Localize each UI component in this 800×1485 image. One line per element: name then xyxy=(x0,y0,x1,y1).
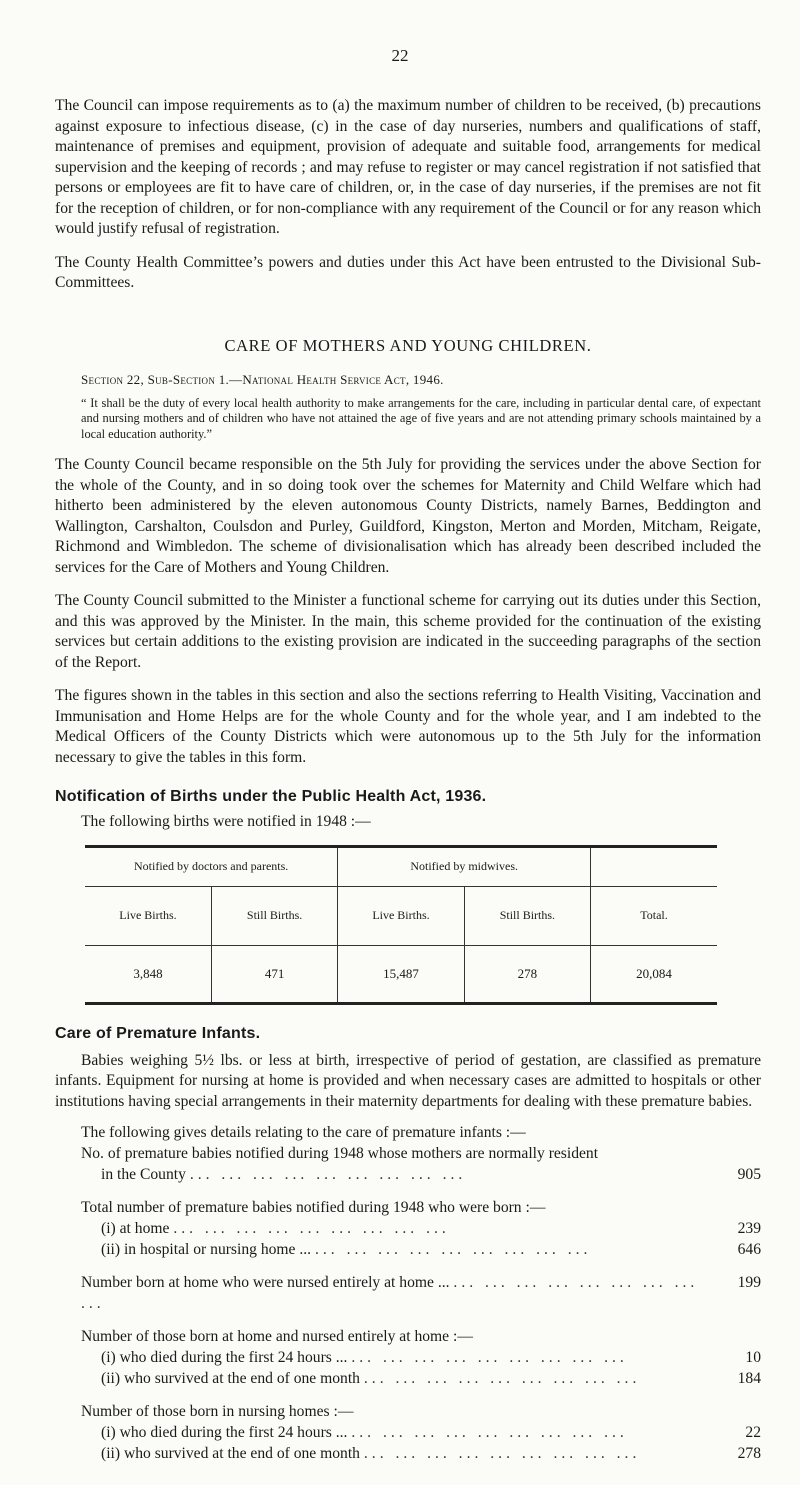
value-total: 20,084 xyxy=(591,945,717,1003)
list-item xyxy=(55,1347,761,1368)
item-label: (i) at home xyxy=(101,1220,170,1237)
page-number: 22 xyxy=(391,46,409,65)
list-item xyxy=(55,1218,761,1239)
section-title-care-of-mothers: CARE OF MOTHERS AND YOUNG CHILDREN. xyxy=(224,335,592,355)
list-item xyxy=(55,1239,761,1260)
item-value: 239 xyxy=(737,1220,761,1237)
births-intro: The following births were notified in 1948 :— xyxy=(81,813,371,830)
heading-notification-of-births: Notification of Births under the Public Health Act, 1936. xyxy=(55,788,487,805)
premature-details xyxy=(55,1122,761,1464)
home-group-label: Number of those born at home and nursed entirely at home :— xyxy=(81,1328,473,1345)
header-doctors-parents: Notified by doctors and parents. xyxy=(85,846,338,886)
heading-premature-infants: Care of Premature Infants. xyxy=(55,1024,261,1042)
header-live-births-midwives: Live Births. xyxy=(338,886,464,945)
list-item xyxy=(55,1368,761,1389)
value-live-births-doctors: 3,848 xyxy=(85,945,211,1003)
notified-label-line1: No. of premature babies notified during 1948 whose mothers are normally resident xyxy=(81,1145,599,1162)
item-label: (i) who died during the first 24 hours ... xyxy=(101,1349,348,1366)
notified-value: 905 xyxy=(737,1166,761,1183)
header-still-births-doctors: Still Births. xyxy=(211,886,337,945)
notified-label-line2: in the County xyxy=(101,1166,186,1183)
item-label: (ii) who survived at the end of one month xyxy=(101,1370,360,1387)
premature-intro: The following gives details relating to the care of premature infants :— xyxy=(81,1124,526,1141)
notified-row xyxy=(55,1164,761,1185)
paragraph-county-responsibility: The County Council became responsible on the 5th July for providing the services under the above Section for the whole of the County, and in so doing took over the schemes for Maternity and Child Welfare which had hitherto been administered by the eleven autonomous County Districts, namely Barnes, Beddington and Wallington, Carshalton, Coulsdon and Purley, Guildford, Kingston, Merton and Morden, Mitcham, Reigate, Richmond and Wimbledon. The scheme of divisionalisation which has already been described included the services for the Care of Mothers and Young Children. xyxy=(55,456,761,576)
list-item xyxy=(55,1443,761,1464)
item-value: 184 xyxy=(737,1370,761,1387)
nursed-value: 199 xyxy=(737,1274,761,1291)
births-table xyxy=(85,845,717,1005)
paragraph-committee-powers: The County Health Committee’s powers and duties under this Act have been entrusted to the Divisional Sub-Committees. xyxy=(55,253,761,291)
item-value: 10 xyxy=(745,1349,761,1366)
item-label: (i) who died during the first 24 hours ... xyxy=(101,1424,348,1441)
paragraph-functional-scheme: The County Council submitted to the Minister a functional scheme for carrying out its duties under this Section, and this was approved by the Minister. In the main, this scheme provided for the continuation of the existing services but certain additions to the existing provision are indicated in the succeeding paragraphs of the section of the Report. xyxy=(55,592,761,671)
leader-dots: ... ... ... ... ... ... ... ... ... xyxy=(173,1220,450,1237)
paragraph-premature-definition: Babies weighing 5½ lbs. or less at birth, irrespective of period of gestation, are classified as premature infants. Equipment for nursing at home is provided and when necessary cases are admitted to hospitals or other institutions having special arrangements in their maternity departments for dealing with these premature babies. xyxy=(55,1051,761,1110)
leader-dots: ... ... ... ... ... ... ... ... ... xyxy=(314,1241,592,1258)
value-still-births-doctors: 471 xyxy=(211,945,337,1003)
list-item xyxy=(55,1422,761,1443)
document-body xyxy=(55,96,761,1464)
paragraph-figures-note: The figures shown in the tables in this section and also the sections referring to Health Visiting, Vaccination and Immunisation and Home Helps are for the whole County and for the whole year, and I am indebted to the Medical Officers of the County Districts which were autonomous up to the 5th July for the information necessary to give the tables in this form. xyxy=(55,687,761,766)
item-label: (ii) in hospital or nursing home ... xyxy=(101,1241,312,1258)
leader-dots: ... ... ... ... ... ... ... ... ... xyxy=(81,1274,699,1312)
leader-dots: ... ... ... ... ... ... ... ... ... xyxy=(351,1424,628,1441)
item-label: (ii) who survived at the end of one month xyxy=(101,1445,360,1462)
value-live-births-midwives: 15,487 xyxy=(338,945,464,1003)
nursed-label: Number born at home who were nursed entirely at home ... xyxy=(81,1274,450,1291)
leader-dots: ... ... ... ... ... ... ... ... ... xyxy=(189,1166,467,1183)
header-midwives: Notified by midwives. xyxy=(338,846,591,886)
header-total: Total. xyxy=(591,886,717,945)
paragraph-registration-requirements: The Council can impose requirements as to (a) the maximum number of children to be received, (b) precautions against exposure to infectious disease, (c) in the case of day nurseries, numbers and qualifications of staff, maintenance of premises and equipment, provision of adequate and suitable food, arrangements for medical supervision and the keeping of records ; and may refuse to register or may cancel registration if not satisfied that persons or employees are fit to have care of children, or, in the case of day nurseries, if the premises are not fit for the reception of children, or for non-compliance with any requirement of the Council or for any reason which would justify refusal of registration. xyxy=(55,97,761,237)
item-value: 22 xyxy=(745,1424,761,1441)
leader-dots: ... ... ... ... ... ... ... ... ... xyxy=(363,1445,641,1462)
leader-dots: ... ... ... ... ... ... ... ... ... xyxy=(351,1349,628,1366)
leader-dots: ... ... ... ... ... ... ... ... ... xyxy=(363,1370,641,1387)
header-still-births-midwives: Still Births. xyxy=(464,886,590,945)
nursing-group-label: Number of those born in nursing homes :— xyxy=(81,1403,354,1420)
header-empty xyxy=(591,846,717,886)
item-value: 278 xyxy=(737,1445,761,1462)
value-still-births-midwives: 278 xyxy=(464,945,590,1003)
subsection-reference: Section 22, Sub-Section 1.—National Health Service Act, 1946. xyxy=(81,371,444,387)
header-live-births-doctors: Live Births. xyxy=(85,886,211,945)
total-born-label: Total number of premature babies notified during 1948 who were born :— xyxy=(81,1199,546,1216)
nursed-at-home-row xyxy=(55,1272,761,1314)
act-quotation: “ It shall be the duty of every local health authority to make arrangements for the care, including in particular dental care, of expectant and nursing mothers and of children who have not attained the age of five years and are not attending primary schools maintained by a local education authority.” xyxy=(81,395,761,441)
item-value: 646 xyxy=(737,1241,761,1258)
